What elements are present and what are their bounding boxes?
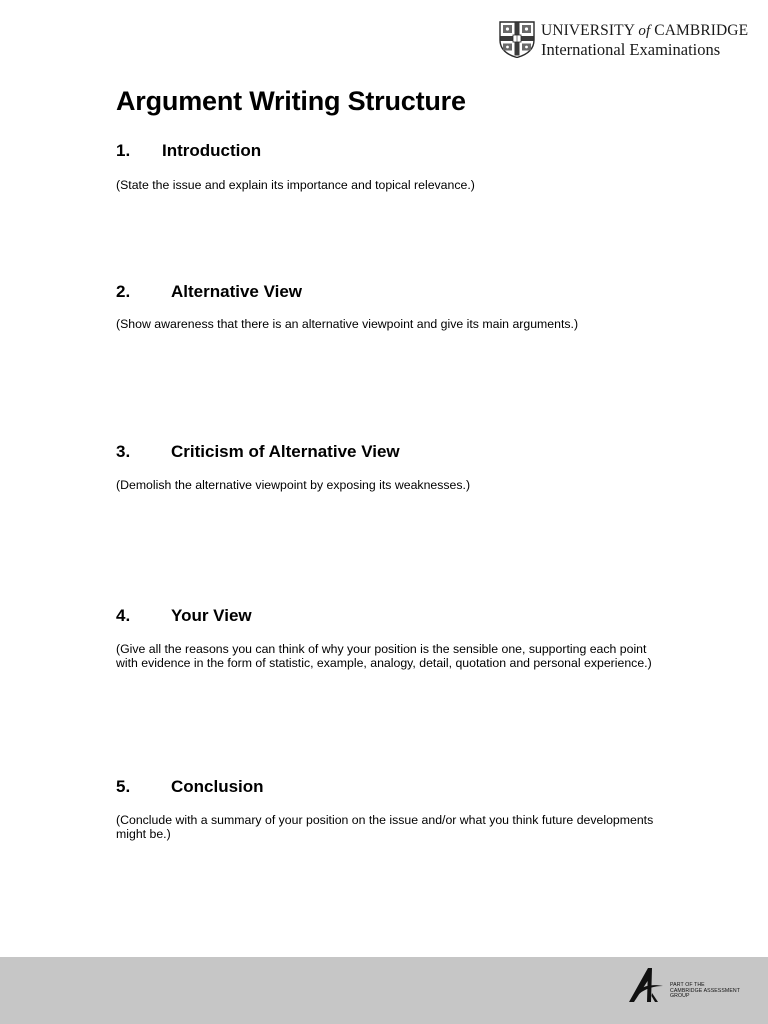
section-title: Conclusion bbox=[171, 777, 264, 796]
section-heading bbox=[116, 606, 656, 628]
logo-university-line bbox=[541, 22, 748, 40]
university-logo bbox=[499, 21, 749, 61]
cambridge-crest-icon bbox=[499, 21, 535, 58]
section-number: 2. bbox=[116, 282, 131, 301]
document-title: Argument Writing Structure bbox=[116, 86, 466, 116]
section-title: Alternative View bbox=[171, 282, 303, 301]
section-number: 1. bbox=[116, 141, 131, 160]
section-criticism-of-alternative-view bbox=[116, 442, 656, 493]
page-footer bbox=[0, 957, 768, 1024]
logo-cambridge-word: CAMBRIDGE bbox=[654, 22, 749, 39]
section-heading bbox=[116, 282, 656, 304]
cambridge-assessment-a-icon bbox=[627, 967, 665, 1003]
section-your-view bbox=[116, 606, 656, 670]
section-title: Introduction bbox=[162, 141, 262, 160]
section-heading bbox=[116, 777, 656, 799]
section-heading bbox=[116, 141, 656, 163]
section-number: 3. bbox=[116, 442, 131, 461]
section-description: (Conclude with a summary of your position on the issue and/or what you think future developments might be.) bbox=[116, 813, 654, 841]
section-description: (State the issue and explain its importance and topical relevance.) bbox=[116, 178, 475, 192]
footer-line: CAMBRIDGE ASSESSMENT bbox=[670, 987, 741, 994]
logo-of-word: of bbox=[638, 23, 651, 39]
footer-group-text bbox=[670, 983, 740, 1000]
section-number: 4. bbox=[116, 606, 131, 625]
section-title: Your View bbox=[171, 606, 252, 625]
section-introduction bbox=[116, 141, 656, 193]
logo-university-word: UNIVERSITY bbox=[541, 22, 635, 39]
footer-line: PART OF THE bbox=[670, 982, 705, 988]
section-description: (Show awareness that there is an alternative viewpoint and give its main arguments.) bbox=[116, 317, 579, 331]
section-description: (Demolish the alternative viewpoint by exposing its weaknesses.) bbox=[116, 478, 471, 492]
section-description: (Give all the reasons you can think of why your position is the sensible one, supporting each point with evidence in the form of statistic, example, analogy, detail, quotation and personal experience.) bbox=[116, 642, 652, 670]
section-title: Criticism of Alternative View bbox=[171, 442, 400, 461]
section-heading bbox=[116, 442, 656, 464]
logo-international-examinations: International Examinations bbox=[541, 40, 721, 59]
section-alternative-view bbox=[116, 282, 656, 332]
logo-wordmark bbox=[541, 22, 748, 59]
section-conclusion bbox=[116, 777, 656, 841]
section-number: 5. bbox=[116, 777, 131, 796]
footer-line: GROUP bbox=[670, 993, 690, 1000]
